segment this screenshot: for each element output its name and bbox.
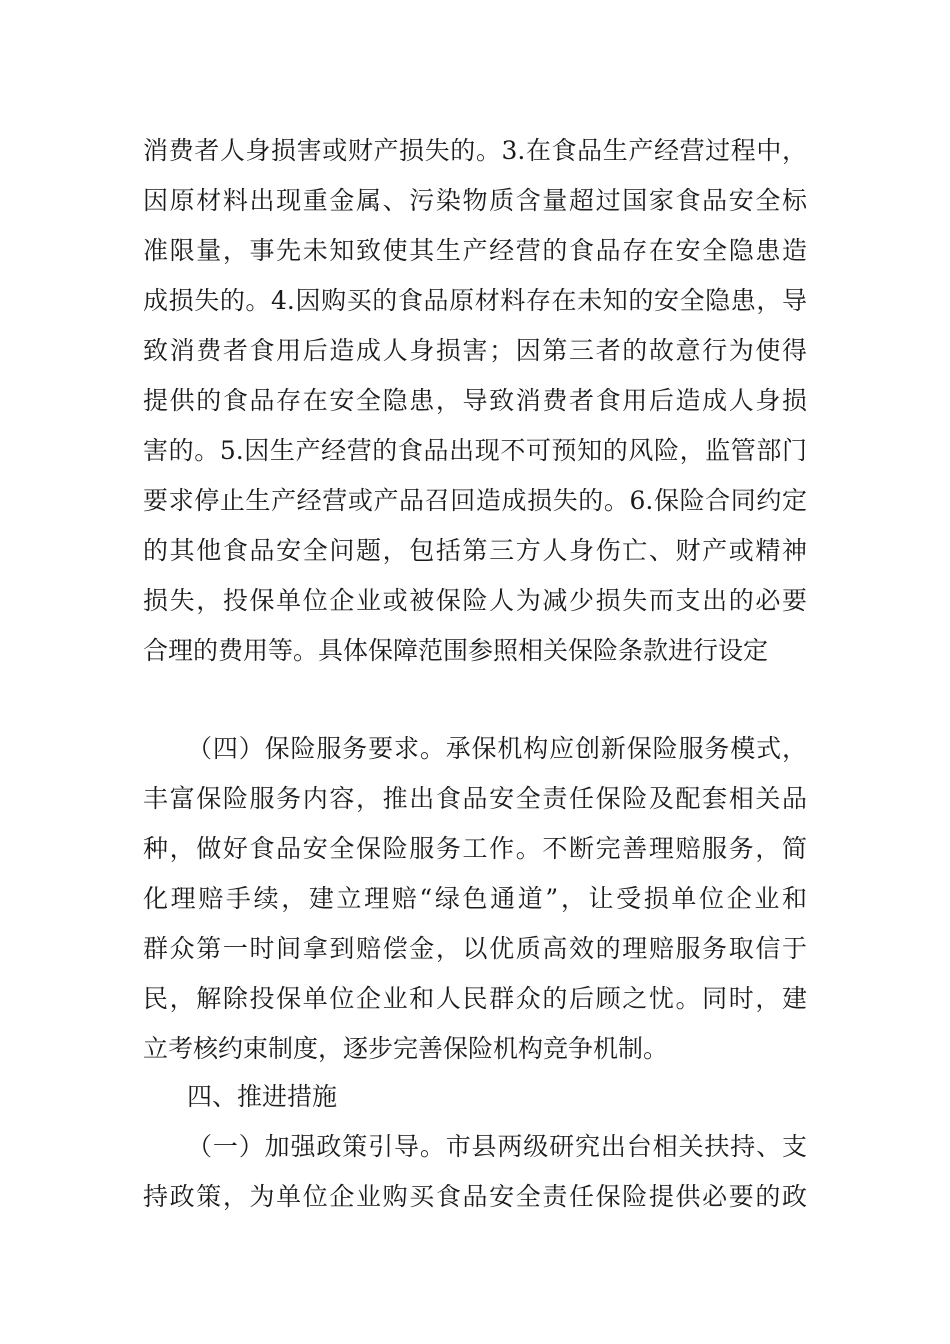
text-line: 因原材料出现重金属、污染物质含量超过国家食品安全标 — [143, 186, 807, 215]
text-line: 种，做好食品安全保险服务工作。不断完善理赔服务，简 — [143, 834, 807, 863]
text-line: 害的。5.因生产经营的食品出现不可预知的风险，监管部门 — [143, 436, 807, 465]
text-line: 要求停止生产经营或产品召回造成损失的。6.保险合同约定 — [143, 486, 807, 515]
text-line: 消费者人身损害或财产损失的。3.在食品生产经营过程中， — [143, 136, 807, 165]
section-heading: 四、推进措施 — [187, 1082, 338, 1111]
text-line: 丰富保险服务内容，推出食品安全责任保险及配套相关品 — [143, 784, 807, 813]
text-line: 提供的食品存在安全隐患，导致消费者食用后造成人身损 — [143, 386, 807, 415]
text-line: 立考核约束制度，逐步完善保险机构竞争机制。 — [143, 1034, 669, 1063]
text-line: 合理的费用等。具体保障范围参照相关保险条款进行设定 — [143, 636, 769, 665]
text-line: 化理赔手续，建立理赔“绿色通道”，让受损单位企业和 — [143, 884, 807, 913]
text-line: （一）加强政策引导。市县两级研究出台相关扶持、支 — [187, 1132, 807, 1161]
text-line: 持政策，为单位企业购买食品安全责任保险提供必要的政 — [143, 1182, 807, 1211]
text-line: 准限量，事先未知致使其生产经营的食品存在安全隐患造 — [143, 236, 807, 265]
text-line: 成损失的。4.因购买的食品原材料存在未知的安全隐患，导 — [143, 286, 807, 315]
text-line: 群众第一时间拿到赔偿金，以优质高效的理赔服务取信于 — [143, 934, 807, 963]
text-line: 民，解除投保单位企业和人民群众的后顾之忧。同时，建 — [143, 984, 807, 1013]
text-line: 致消费者食用后造成人身损害；因第三者的故意行为使得 — [143, 336, 807, 365]
text-line: 损失，投保单位企业或被保险人为减少损失而支出的必要 — [143, 586, 807, 615]
text-line: （四）保险服务要求。承保机构应创新保险服务模式， — [187, 734, 807, 763]
text-line: 的其他食品安全问题，包括第三方人身伤亡、财产或精神 — [143, 536, 807, 565]
